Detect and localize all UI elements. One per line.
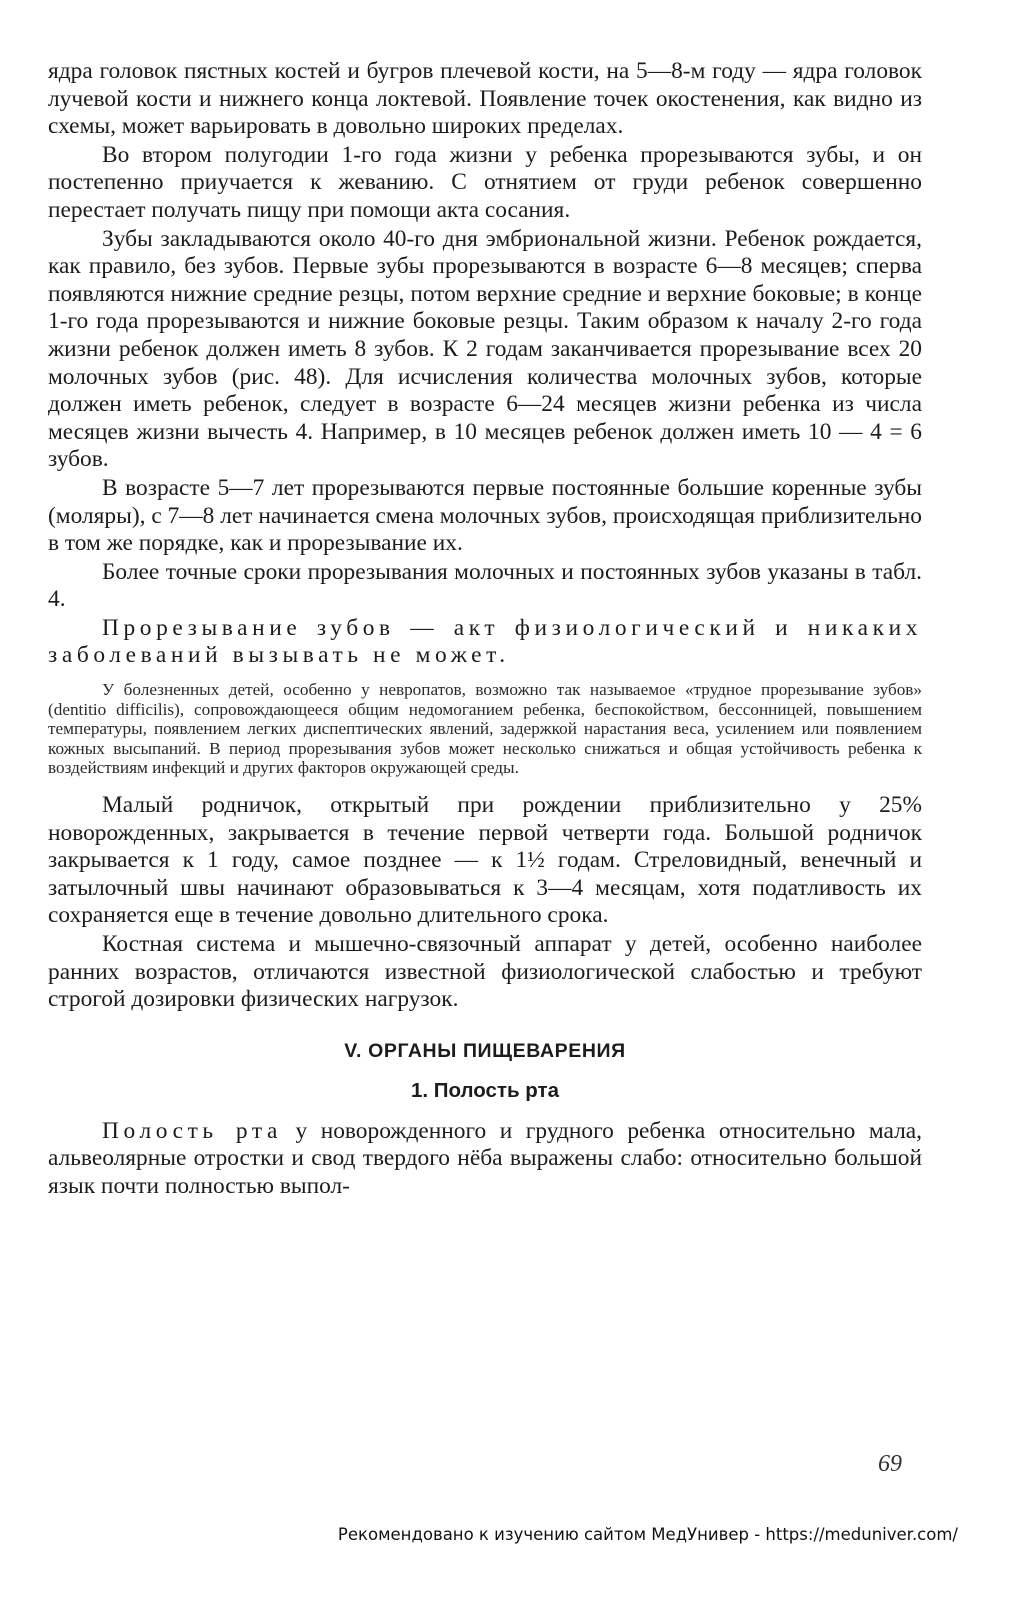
section-heading: V. ОРГАНЫ ПИЩЕВАРЕНИЯ: [344, 1039, 626, 1062]
paragraph-teeth-formation: Зубы закладываются около 40-го дня эмбриональной жизни. Ребенок рождается, как правило, без зубов. Первые зубы прорезываются в возрасте 6—8 месяцев; сперва появляются нижние средние резцы, потом верхние средние и верхние боковые; в конце 1-го года прорезываются и нижние боковые резцы. Таким образом к началу 2-го года жизни ребенок должен иметь 8 зубов. К 2 годам заканчивается прорезывание всех 20 молочных зубов (рис. 48). Для исчисления количества молочных зубов, которые должен иметь ребенок, следует в возрасте 6—24 месяцев жизни ребенка из числа месяцев жизни вычесть 4. Например, в 10 месяцев ребенок должен иметь 10 — 4 = 6 зубов.: [48, 225, 922, 473]
small-print-note: У болезненных детей, особенно у невропатов, возможно так называемое «трудное прорезывание зубов» (dentitio difficilis), сопровождающееся общим недомоганием ребенка, беспокойством, бессонницей, повышением температуры, появлением легких диспептических явлений, задержкой нарастания веса, усилением или появлением кожных высыпаний. В период прорезывания зубов может несколько снижаться и общая устойчивость ребенка к воздействиям инфекций и других факторов окружающей среды.: [48, 680, 922, 778]
paragraph-teething-start: Во втором полугодии 1-го года жизни у ребенка прорезываются зубы, и он постепенно приучается к жеванию. С отнятием от груди ребенок совершенно перестает получать пищу при помощи акта сосания.: [48, 141, 922, 223]
oral-cavity-text: у новорожденного и грудного ребенка относительно мала, альвеолярные отростки и свод твердого нёба выражены слабо: относительно большой язык почти полностью выпол-: [48, 1117, 922, 1199]
paragraph-ossification: ядра головок пястных костей и бугров плечевой кости, на 5—8-м году — ядра головок лучевой кости и нижнего конца локтевой. Появление точек окостенения, как видно из схемы, может варьировать в довольно широких пределах.: [48, 58, 922, 140]
paragraph-skeletal-system: Костная система и мышечно-связочный аппарат у детей, особенно наиболее ранних возрастов, отличаются известной физиологической слабостью и требуют строгой дозировки физических нагрузок.: [48, 931, 922, 1013]
book-page: [48, 58, 922, 1202]
page-number: 69: [878, 1451, 902, 1477]
subsection-heading: 1. Полость рта: [411, 1078, 559, 1102]
oral-cavity-lead: Полость рта: [102, 1117, 282, 1144]
paragraph-physiological-act: Прорезывание зубов — акт физиологический и никаких заболеваний вызывать не может.: [48, 614, 922, 669]
paragraph-permanent-teeth: В возрасте 5—7 лет прорезываются первые постоянные большие коренные зубы (моляры), с 7—8 лет начинается смена молочных зубов, происходящая приблизительно в том же порядке, как и прорезывание их.: [48, 474, 922, 557]
paragraph-fontanelles: Малый родничок, открытый при рождении приблизительно у 25% новорожденных, закрывается в течение первой четверти года. Большой родничок закрывается к 1 году, самое позднее — к 1½ годам. Стреловидный, венечный и затылочный швы начинают образовываться к 3—4 месяцам, хотя податливость их сохраняется еще в течение довольно длительного срока.: [48, 792, 922, 929]
footer-credit: Рекомендовано к изучению сайтом МедУнивер - https://meduniver.com/: [337, 1525, 958, 1544]
paragraph-table-reference: Более точные сроки прорезывания молочных и постоянных зубов указаны в табл. 4.: [48, 558, 922, 613]
paragraph-oral-cavity: [48, 1118, 922, 1201]
